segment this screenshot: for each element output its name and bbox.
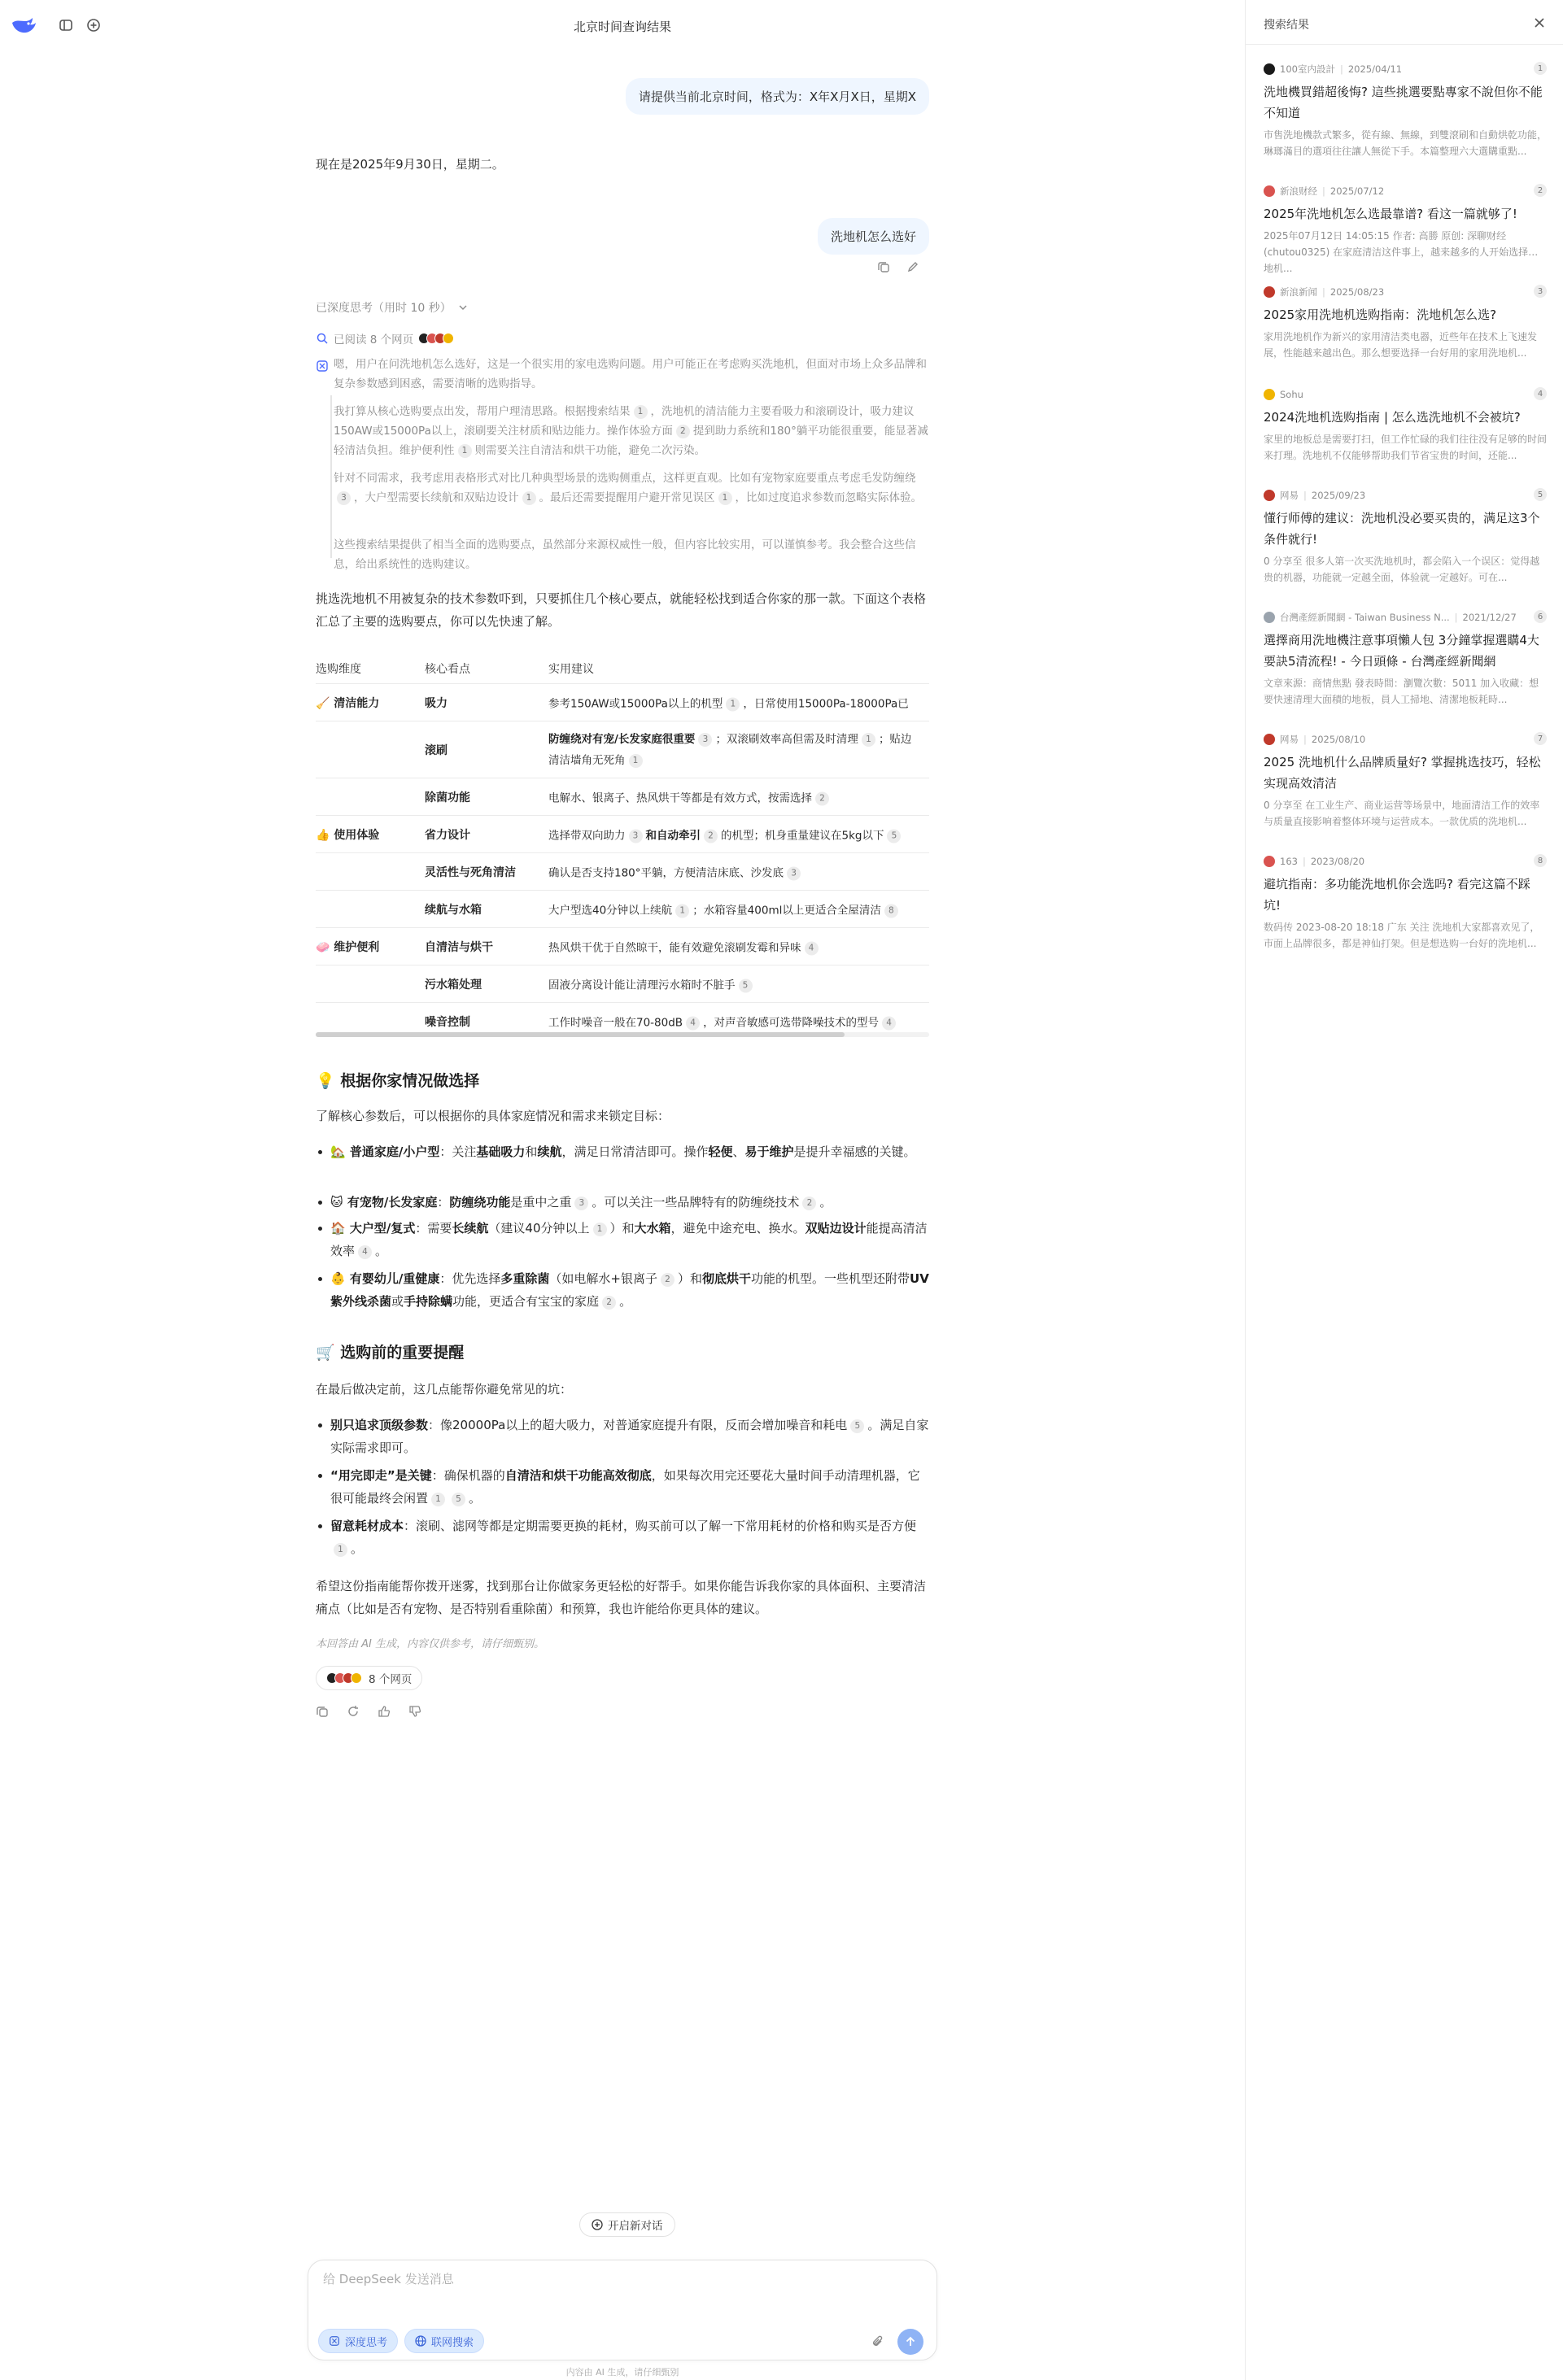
result-meta: 163 | 2023/08/20	[1264, 854, 1547, 869]
new-chat-icon	[86, 18, 101, 33]
section-heading: 💡 根据你家情况做选择	[316, 1072, 480, 1090]
read-sources-label: 已阅读 8 个网页	[334, 333, 414, 347]
favicon	[1264, 286, 1275, 298]
table-cell-dimension: 🧹 清洁能力	[316, 696, 380, 710]
thumbs-down-icon[interactable]	[408, 1705, 421, 1718]
favicon	[1264, 490, 1275, 501]
result-index: 5	[1534, 488, 1547, 501]
table-cell-suggestion: 工作时噪音一般在70-80dB 4 ，对声音敏感可选带降噪技术的型号 4	[548, 1013, 899, 1030]
table-row	[316, 927, 929, 965]
search-result[interactable]	[1264, 732, 1547, 835]
globe-icon	[415, 2335, 426, 2347]
result-meta: 台灣產經新聞網 - Taiwan Business N... | 2021/12/27	[1264, 610, 1547, 625]
thinking-paragraph: 这些搜索结果提供了相当全面的选购要点，虽然部分来源权威性一般，但内容比较实用，可以谨慎参考。我会整合这些信息，给出系统性的选购建议。	[334, 538, 916, 571]
list-item: 🏠 大户型/复式：需要长续航（建议40分钟以上 1 ）和大水箱，避免中途充电、换水。双贴边设计能提高清洁效率 4 。	[316, 1217, 929, 1262]
search-result[interactable]	[1264, 184, 1547, 274]
result-meta: 新浪财经 | 2025/07/12	[1264, 184, 1547, 198]
result-index: 2	[1534, 184, 1547, 197]
result-snippet: 2025年07月12日 14:05:15 作者: 高勝 原创: 深聊财经 (chutou0325) 在家庭清洁这件事上，越来越多的人开始选择洗地机...	[1264, 230, 1539, 274]
send-icon	[904, 2335, 917, 2348]
table-cell-suggestion: 防缠绕对有宠/长发家庭很重要 3 ；双滚刷效率高但需及时清理 1 ；贴边 清洁墙角无死角 1	[548, 732, 912, 767]
sources-label: 8 个网页	[369, 1673, 413, 1686]
favicon	[443, 333, 454, 344]
table-header: 实用建议	[548, 663, 594, 676]
search-icon	[316, 332, 329, 345]
table-cell-point: 省力设计	[425, 828, 470, 842]
comparison-table	[316, 651, 929, 1041]
list-item: 👶 有婴幼儿/重健康：优先选择多重除菌（如电解水+银离子 2 ）和彻底烘干功能的机型。一些机型还附带UV紫外线杀菌或手持除螨功能，更适合有宝宝的家庭 2 。	[316, 1267, 929, 1313]
table-cell-suggestion: 选择带双向助力 3 和自动牵引 2 的机型；机身重量建议在5kg以下 5	[548, 826, 904, 843]
table-row	[316, 683, 929, 721]
regenerate-icon[interactable]	[347, 1705, 360, 1718]
panel-title: 搜索结果	[1264, 19, 1309, 32]
table-cell-point: 除菌功能	[425, 791, 470, 804]
search-result[interactable]	[1264, 854, 1547, 957]
result-title[interactable]: 避坑指南：多功能洗地机你会选吗? 看完这篇不踩坑!	[1264, 877, 1530, 913]
table-cell-suggestion: 热风烘干优于自然晾干，能有效避免滚刷发霉和异味 4	[548, 938, 822, 955]
plus-icon	[592, 2219, 603, 2230]
new-chat-label: 开启新对话	[608, 2220, 663, 2233]
list-item: 🐱 有宠物/长发家庭：防缠绕功能是重中之重 3 。可以关注一些品牌特有的防缠绕技术 2 。	[316, 1191, 929, 1214]
new-chat-button[interactable]	[81, 13, 106, 37]
result-title[interactable]: 2025 洗地机什么品牌质量好? 掌握挑选技巧，轻松实现高效清洁	[1264, 755, 1541, 791]
table-row	[316, 721, 929, 778]
favicon	[1264, 734, 1275, 745]
table-header: 选购维度	[316, 663, 361, 676]
list-item: “用完即走”是关键：确保机器的自清洁和烘干功能高效彻底，如果每次用完还要花大量时间手动清理机器，它很可能最终会闲置 1 5 。	[316, 1464, 929, 1510]
table-cell-point: 续航与水箱	[425, 903, 482, 917]
copy-icon[interactable]	[316, 1705, 329, 1718]
thinking-label: 已深度思考（用时 10 秒）	[316, 302, 452, 315]
table-row	[316, 965, 929, 1002]
thumbs-up-icon[interactable]	[378, 1705, 391, 1718]
table-row	[316, 852, 929, 890]
table-row	[316, 890, 929, 927]
deepseek-logo[interactable]	[10, 15, 37, 36]
send-button[interactable]	[897, 2329, 923, 2355]
result-index: 3	[1534, 285, 1547, 298]
user-message: 请提供当前北京时间，格式为：X年X月X日，星期X	[626, 78, 929, 115]
answer-actions	[316, 1705, 421, 1718]
result-meta: 网易 | 2025/09/23	[1264, 488, 1547, 503]
result-meta: 新浪新闻 | 2025/08/23	[1264, 285, 1547, 299]
thinking-divider	[330, 395, 332, 558]
new-chat-pill[interactable]	[579, 2212, 675, 2237]
result-title[interactable]: 選擇商用洗地機注意事項懶人包 3分鐘掌握選購4大要訣5清流程! - 今日頭條 - 台灣產經新聞網	[1264, 633, 1539, 669]
result-snippet: 文章來源：商情焦點 發表時間：瀏覽次數：5011 加入收藏：想要快速清理大面積的地板，員人工掃地、清潔地板耗時...	[1264, 678, 1539, 705]
message-input[interactable]	[323, 2272, 893, 2286]
result-meta: 网易 | 2025/08/10	[1264, 732, 1547, 747]
list-item: 留意耗材成本：滚刷、滤网等都是定期需要更换的耗材，购买前可以了解一下常用耗材的价格和购买是否方便1 。	[316, 1515, 929, 1560]
deep-think-label: 深度思考	[345, 2336, 388, 2349]
table-cell-point: 噪音控制	[425, 1015, 470, 1029]
result-title[interactable]: 2025家用洗地机选购指南：洗地机怎么选?	[1264, 307, 1497, 322]
favicon	[1264, 185, 1275, 197]
edit-icon[interactable]	[906, 260, 919, 273]
section-intro: 在最后做决定前，这几点能帮你避免常见的坑：	[316, 1382, 573, 1397]
sidebar-toggle-icon	[59, 18, 73, 33]
user-message: 洗地机怎么选好	[818, 218, 929, 255]
table-header: 核心看点	[425, 663, 470, 676]
thinking-paragraph: 针对不同需求，我考虑用表格形式对比几种典型场景的选购侧重点，这样更直观。比如有宠物家庭要重点考虑毛发防缠绕3 ，大户型需要长续航和双贴边设计 1 。最后还需要提醒用户避开常见误区 1 ，比如过度追求参数而忽略实际体验。	[334, 472, 922, 504]
list-item: 🏡 普通家庭/小户型：关注基础吸力和续航，满足日常清洁即可。操作轻便、易于维护是提升幸福感的关键。	[316, 1140, 929, 1163]
result-title[interactable]: 懂行师傅的建议：洗地机没必要买贵的，满足这3个条件就行!	[1264, 511, 1540, 547]
result-index: 8	[1534, 854, 1547, 867]
search-result[interactable]	[1264, 285, 1547, 366]
result-snippet: 家里的地板总是需要打扫，但工作忙碌的我们往往没有足够的时间来打理。洗地机不仅能够帮助我们节省宝贵的时间，还能...	[1264, 434, 1548, 461]
sidebar-toggle-button[interactable]	[54, 13, 78, 37]
deep-think-toggle[interactable]	[318, 2329, 398, 2353]
search-results-panel	[1245, 0, 1562, 2380]
think-icon	[329, 2335, 340, 2347]
chevron-down-icon	[458, 303, 468, 312]
answer-intro: 挑选洗地机不用被复杂的技术参数吓到，只要抓住几个核心要点，就能轻松找到适合你家的那一款。下面这个表格汇总了主要的选购要点，你可以先快速了解。	[316, 591, 927, 629]
copy-icon[interactable]	[877, 260, 890, 273]
sources-button[interactable]	[316, 1666, 422, 1690]
attach-icon[interactable]	[870, 2334, 886, 2350]
read-sources-row[interactable]	[316, 330, 454, 347]
section-heading: 🛒 选购前的重要提醒	[316, 1344, 465, 1362]
result-meta: Sohu	[1264, 387, 1547, 402]
table-cell-suggestion: 电解水、银离子、热风烘干等都是有效方式，按需选择 2	[548, 788, 832, 805]
table-row	[316, 778, 929, 815]
think-icon	[316, 360, 329, 373]
table-cell-point: 吸力	[425, 696, 448, 710]
favicon	[351, 1672, 362, 1684]
result-meta: 100室内設計 | 2025/04/11	[1264, 62, 1547, 76]
result-title[interactable]: 2025年洗地机怎么选最靠谱? 看这一篇就够了!	[1264, 207, 1517, 221]
result-index: 6	[1534, 610, 1547, 623]
message-composer	[308, 2260, 937, 2360]
result-snippet: 数码传 2023-08-20 18:18 广东 关注 洗地机大家都喜欢见了，市面上品牌很多，都是神仙打架。但是想选购一台好的洗地机...	[1264, 922, 1540, 949]
result-title[interactable]: 洗地機買錯超後悔? 這些挑選要點專家不說但你不能不知道	[1264, 85, 1543, 120]
table-cell-point: 污水箱处理	[425, 978, 482, 992]
search-result[interactable]	[1264, 488, 1547, 591]
table-scrollbar[interactable]	[316, 1032, 929, 1037]
search-result[interactable]	[1264, 62, 1547, 158]
result-snippet: 市售洗地機款式繁多，從有線、無線，到雙滾刷和自動烘乾功能，琳瑯滿目的選項往往讓人無從下手。本篇整理六大選購重點...	[1264, 129, 1548, 157]
result-title[interactable]: 2024洗地机选购指南 | 怎么选洗地机不会被坑?	[1264, 410, 1521, 425]
result-snippet: 家用洗地机作为新兴的家用清洁类电器，近些年在技术上飞速发展，性能越来越出色。那么想要选择一台好用的家用洗地机...	[1264, 331, 1538, 359]
result-snippet: 0 分享至 很多人第一次买洗地机时，都会陷入一个误区：觉得越贵的机器，功能就一定越全面，体验就一定越好。可在...	[1264, 556, 1540, 583]
table-cell-point: 滚刷	[425, 743, 448, 757]
table-cell-suggestion: 确认是否支持180°平躺，方便清洁床底、沙发底 3	[548, 863, 804, 880]
search-result[interactable]	[1264, 610, 1547, 713]
list-item: 别只追求顶级参数：像20000Pa以上的超大吸力，对普通家庭提升有限，反而会增加噪音和耗电 5 。满足自家实际需求即可。	[316, 1414, 929, 1459]
source-favicons	[326, 1672, 362, 1684]
search-result[interactable]	[1264, 387, 1547, 469]
ai-disclaimer: 本回答由 AI 生成，内容仅供参考，请仔细甄别。	[316, 1638, 544, 1650]
web-search-toggle[interactable]	[404, 2329, 484, 2353]
user-message-actions	[877, 260, 919, 273]
chat-title: 北京时间查询结果	[573, 20, 671, 34]
thinking-toggle[interactable]	[316, 299, 468, 316]
result-index: 4	[1534, 387, 1547, 400]
favicon	[1264, 856, 1275, 867]
panel-divider	[1246, 44, 1563, 45]
favicon	[1264, 63, 1275, 75]
table-cell-suggestion: 大户型选40分钟以上续航 1 ；水箱容量400ml以上更适合全屋清洁 8	[548, 900, 902, 918]
thinking-paragraph: 我打算从核心选购要点出发，帮用户理清思路。根据搜索结果 1 ，洗地机的清洁能力主要看吸力和滚刷设计，吸力建议150AW或15000Pa以上，滚刷要关注材质和贴边能力。操作体验方面 2 提到助力系统和180°躺平功能很重要，能显著减轻清洁负担。维护便利性 1 则需要关注自清洁和烘干功能，避免二次污染。	[334, 405, 928, 457]
table-cell-suggestion: 参考150AW或15000Pa以上的机型 1 ，日常使用15000Pa-18000Pa已	[548, 697, 909, 710]
table-row	[316, 815, 929, 852]
answer-outro: 希望这份指南能帮你拨开迷雾，找到那台让你做家务更轻松的好帮手。如果你能告诉我你家的具体面积、主要清洁痛点（比如是否有宠物、是否特别看重除菌）和预算，我也许能给你更具体的建议。	[316, 1579, 927, 1616]
table-scrollbar-thumb[interactable]	[316, 1032, 845, 1037]
table-cell-point: 灵活性与死角清洁	[425, 865, 516, 879]
result-index: 7	[1534, 732, 1547, 745]
result-index: 1	[1534, 62, 1547, 75]
favicon	[1264, 389, 1275, 400]
favicon	[1264, 612, 1275, 623]
source-favicons	[418, 333, 454, 344]
table-cell-dimension: 👍 使用体验	[316, 828, 380, 842]
table-cell-point: 自清洁与烘干	[425, 940, 493, 954]
footer-note: 内容由 AI 生成，请仔细甄别	[565, 2367, 679, 2378]
thinking-paragraph: 嗯，用户在问洗地机怎么选好，这是一个很实用的家电选购问题。用户可能正在考虑购买洗地机，但面对市场上众多品牌和复杂参数感到困惑，需要清晰的选购指导。	[334, 358, 927, 390]
close-icon[interactable]	[1531, 15, 1548, 31]
web-search-label: 联网搜索	[431, 2336, 474, 2349]
assistant-message: 现在是2025年9月30日，星期二。	[316, 157, 504, 172]
table-cell-suggestion: 固液分离设计能让清理污水箱时不脏手 5	[548, 975, 756, 992]
result-snippet: 0 分享至 在工业生产、商业运营等场景中，地面清洁工作的效率与质量直接影响着整体环境与运营成本。一款优质的洗地机...	[1264, 800, 1540, 827]
section-intro: 了解核心参数后，可以根据你的具体家庭情况和需求来锁定目标：	[316, 1109, 670, 1123]
table-cell-dimension: 🧼 维护便利	[316, 940, 380, 954]
